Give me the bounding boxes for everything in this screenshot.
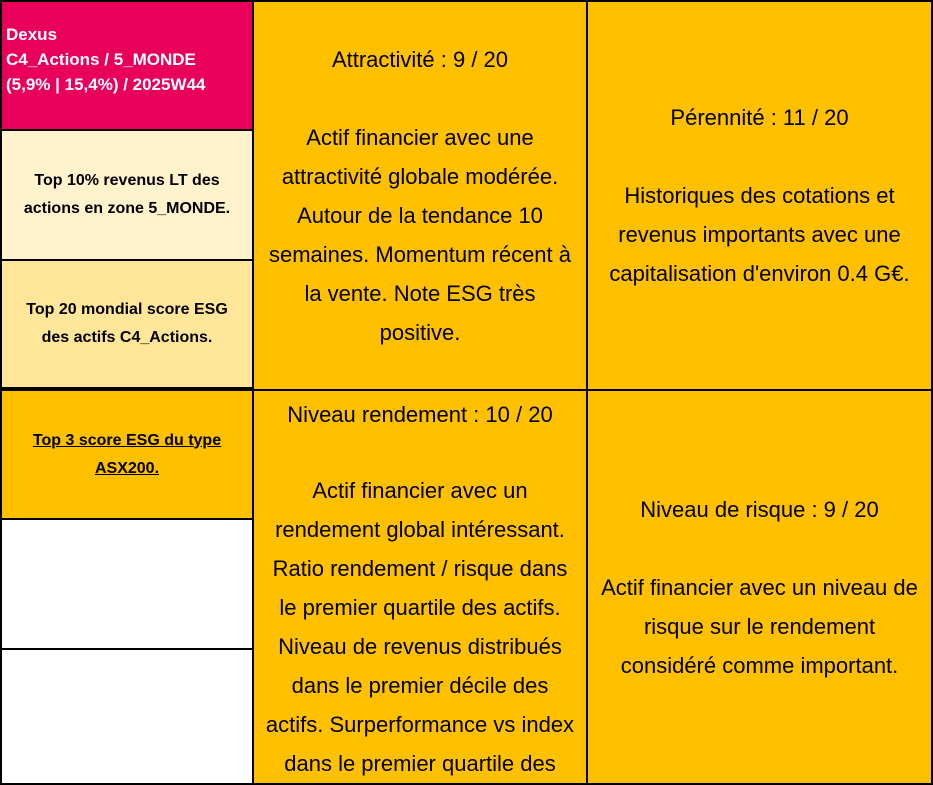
attractivite-panel bbox=[252, 0, 588, 391]
attractivite-line: positive. bbox=[379, 319, 461, 345]
badge-line[interactable]: ASX200. bbox=[94, 459, 160, 477]
perennite-line: revenus importants avec une bbox=[618, 222, 901, 247]
badge-top-esg-mondial bbox=[0, 259, 254, 389]
risque-panel bbox=[586, 389, 933, 785]
risque-line: Actif financier avec un niveau de bbox=[601, 574, 918, 600]
rendement-line: dans le premier décile des bbox=[291, 673, 549, 698]
rendement-line: Ratio rendement / risque dans bbox=[272, 556, 568, 581]
rendement-line: Niveau de revenus distribués bbox=[278, 634, 562, 659]
asset-performance-week: (5,9% | 15,4%) / 2025W44 bbox=[6, 75, 206, 94]
badge-top-esg-type[interactable] bbox=[0, 389, 254, 520]
empty-cell bbox=[0, 518, 254, 650]
risque-title: Niveau de risque : 9 / 20 bbox=[640, 496, 879, 522]
badge-line[interactable]: Top 3 score ESG du type bbox=[32, 431, 222, 449]
asset-name: Dexus bbox=[6, 25, 58, 44]
risque-line: risque sur le rendement bbox=[643, 613, 876, 639]
badge-line: Top 10% revenus LT des bbox=[34, 172, 220, 189]
empty-cell bbox=[0, 648, 254, 785]
attractivite-line: Autour de la tendance 10 bbox=[297, 202, 543, 228]
perennite-panel bbox=[586, 0, 933, 391]
attractivite-line: attractivité globale modérée. bbox=[281, 163, 559, 189]
attractivite-title: Attractivité : 9 / 20 bbox=[331, 46, 509, 72]
rendement-line: actifs. Surperformance vs index bbox=[265, 712, 575, 737]
attractivite-line: la vente. Note ESG très bbox=[304, 280, 536, 306]
perennite-line: capitalisation d'environ 0.4 G€. bbox=[609, 261, 910, 286]
asset-category: C4_Actions / 5_MONDE bbox=[6, 50, 196, 69]
rendement-line: dans le premier quartile des bbox=[284, 751, 556, 776]
attractivite-line: semaines. Momentum récent à bbox=[268, 241, 572, 267]
badge-link[interactable] bbox=[27, 427, 227, 483]
perennite-line: Historiques des cotations et bbox=[624, 183, 895, 208]
badge-top-revenus bbox=[0, 129, 254, 261]
badge-line: actions en zone 5_MONDE. bbox=[23, 200, 231, 217]
asset-header bbox=[0, 0, 254, 131]
rendement-line: Actif financier avec un bbox=[312, 478, 528, 503]
perennite-title: Pérennité : 11 / 20 bbox=[670, 105, 849, 130]
rendement-title: Niveau rendement : 10 / 20 bbox=[287, 402, 553, 427]
badge-line: des actifs C4_Actions. bbox=[41, 329, 213, 346]
badge-line: Top 20 mondial score ESG bbox=[26, 301, 228, 318]
risque-line: considéré comme important. bbox=[620, 652, 899, 678]
attractivite-line: Actif financier avec une bbox=[306, 124, 534, 150]
rendement-panel bbox=[252, 389, 588, 785]
rendement-line: le premier quartile des actifs. bbox=[279, 595, 561, 620]
rendement-line: rendement global intéressant. bbox=[275, 517, 565, 542]
